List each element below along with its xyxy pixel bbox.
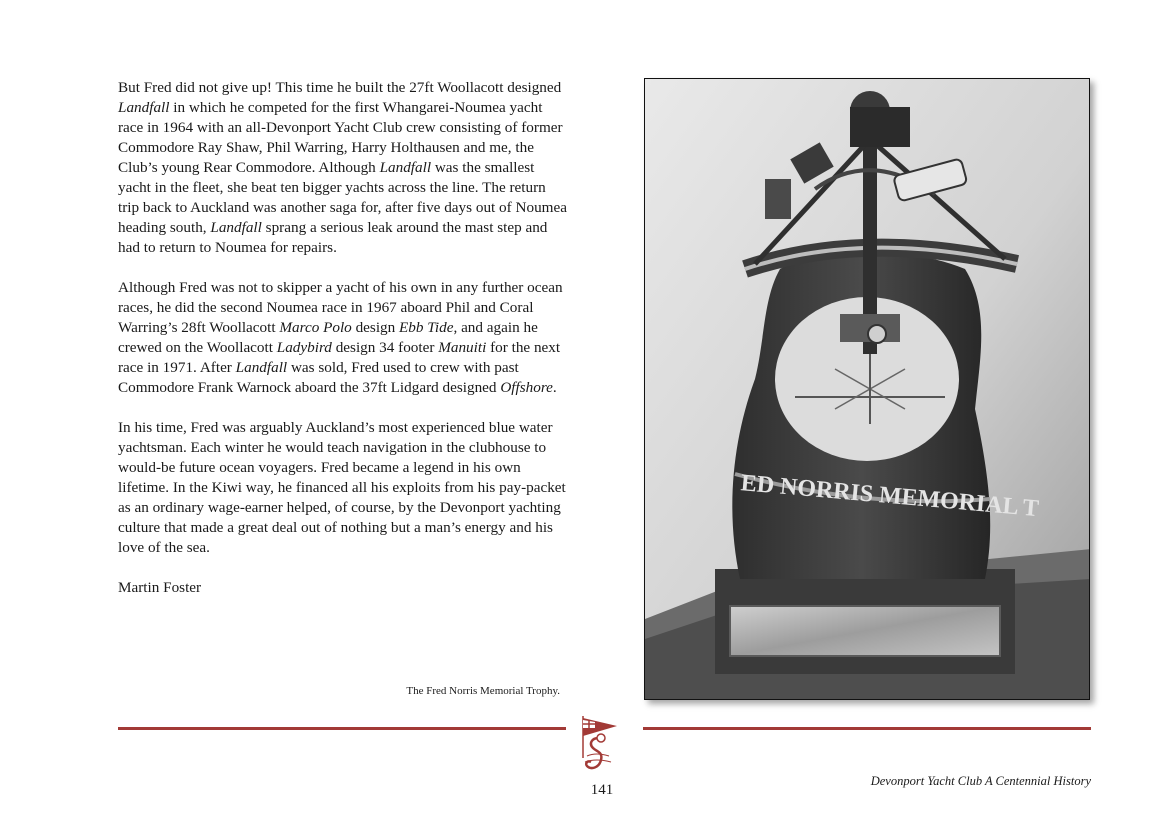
yacht-club-burgee-emblem-icon — [571, 712, 621, 776]
photo-caption: The Fred Norris Memorial Trophy. — [406, 685, 560, 697]
paragraph-landfall: But Fred did not give up! This time he built the 27ft Woollacott designed Landfall in which he competed for the first Whangarei-Noumea yacht race in 1964 with an all-Devonport Yacht Club crew consisting of former Commodore Ray Shaw, Phil Warring, Harry Holthausen and me, the Club’s young Rear Commodore. Although Landfall was the smallest yacht in the fleet, she beat ten bigger yachts across the line. The return trip back to Auckland was another saga for, after five days out of Noumea heading south, Landfall sprang a serious leak around the mast step and had to return to Noumea for repairs. — [118, 79, 567, 256]
paragraph-legend: In his time, Fred was arguably Auckland’s most experienced blue water yachtsman. Each winter he would teach navigation in the clubhouse to would-be future ocean voyagers. Fred became a legend in his own lifetime. In the Kiwi way, he financed all his exploits from his pay-packet as an ordinary wage-earner helped, of course, by the Devonport yachting culture that made a great deal out of nothing but a man’s energy and his love of the sea. — [118, 419, 566, 556]
trophy-photo-image — [645, 79, 1090, 700]
paragraph-later-races: Although Fred was not to skipper a yacht of his own in any further ocean races, he did the second Noumea race in 1967 aboard Phil and Coral Warring’s 28ft Woollacott Marco Polo design Ebb Tide, and again he crewed on the Woollacott Ladybird design 34 footer Manuiti for the next race in 1971. After Landfall was sold, Fred used to crew with past Commodore Frank Warnock aboard the 37ft Lidgard designed Offshore. — [118, 279, 563, 396]
footer-rule-left — [118, 727, 566, 730]
author-signature: Martin Foster — [118, 579, 202, 596]
page-number: 141 — [590, 782, 614, 798]
plaque-lettering: ED NORRIS MEMORIAL T — [739, 470, 1040, 523]
running-title: Devonport Yacht Club A Centennial History — [870, 774, 1091, 788]
footer-rule-right — [643, 727, 1091, 730]
trophy-photo — [644, 78, 1090, 700]
article-text-column — [118, 78, 568, 618]
